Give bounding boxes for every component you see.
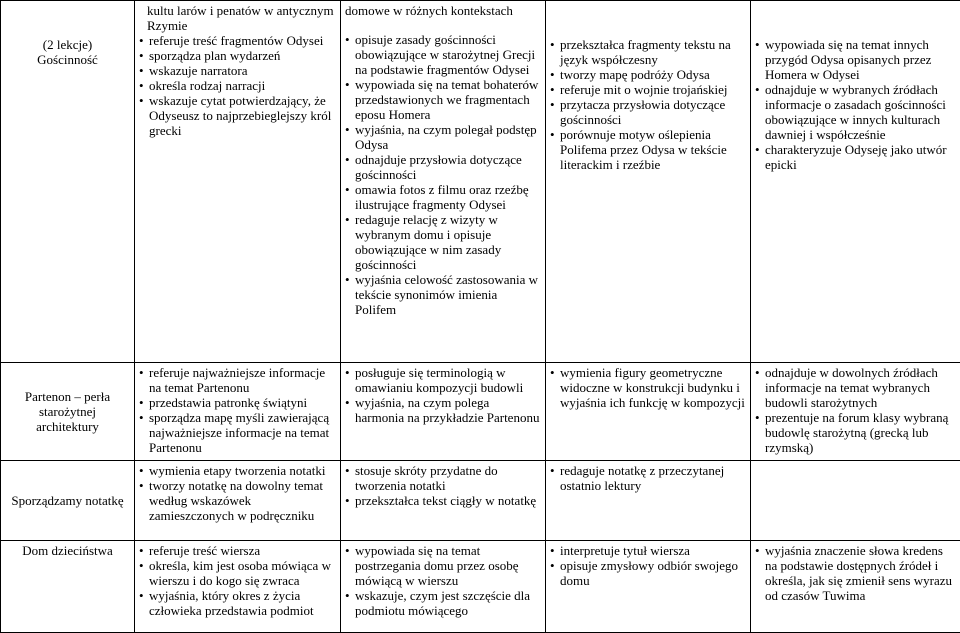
- list-item: • referuje najważniejsze informacje na temat Partenonu: [139, 365, 336, 395]
- list-item: • posługuje się terminologią w omawianiu kompozycji budowli: [345, 365, 541, 395]
- list-item: • charakteryzuje Odyseję jako utwór epicki: [755, 142, 956, 172]
- topic-line: (2 lekcje): [4, 37, 131, 52]
- requirements-cell: [341, 1, 546, 363]
- list-item: • tworzy mapę podróży Odysa: [550, 67, 746, 82]
- list-item: • określa, kim jest osoba mówiąca w wierszu i do kogo się zwraca: [139, 558, 336, 588]
- list-item: • wypowiada się na temat bohaterów przedstawionych we fragmentach eposu Homera: [345, 77, 541, 122]
- list-item: • stosuje skróty przydatne do tworzenia notatki: [345, 463, 541, 493]
- list-item: • odnajduje w dowolnych źródłach informacje na temat wybranych budowli starożytnych: [755, 365, 956, 410]
- list-item: • redaguje notatkę z przeczytanej ostatnio lektury: [550, 463, 746, 493]
- list-item: • wyjaśnia znaczenie słowa kredens na podstawie dostępnych źródeł i określa, jak się zmienił sens wyrazu od czasów Tuwima: [755, 543, 956, 603]
- requirements-cell: [341, 363, 546, 461]
- topic-cell: [1, 541, 135, 633]
- list-item: • opisuje zasady gościnności obowiązujące w starożytnej Grecji na podstawie fragmentów Odysei: [345, 32, 541, 77]
- list-item: • wskazuje cytat potwierdzający, że Odyseusz to najprzebieglejszy król grecki: [139, 93, 336, 138]
- list-item: • tworzy notatkę na dowolny temat według wskazówek zamieszczonych w podręczniku: [139, 478, 336, 523]
- list-item: • odnajduje przysłowia dotyczące gościnności: [345, 152, 541, 182]
- list-item: • omawia fotos z filmu oraz rzeźbę ilustrujące fragmenty Odysei: [345, 182, 541, 212]
- list-item: • sporządza mapę myśli zawierającą najważniejsze informacje na temat Partenonu: [139, 410, 336, 455]
- topic-cell: [1, 363, 135, 461]
- list-item: • przekształca tekst ciągły w notatkę: [345, 493, 541, 508]
- list-item: • przytacza przysłowia dotyczące gościnności: [550, 97, 746, 127]
- requirements-cell: [751, 363, 960, 461]
- list-item: • określa rodzaj narracji: [139, 78, 336, 93]
- topic-cell: [1, 1, 135, 363]
- requirements-cell: [341, 461, 546, 541]
- list-item: • wypowiada się na temat innych przygód Odysa opisanych przez Homera w Odysei: [755, 37, 956, 82]
- list-item: • referuje mit o wojnie trojańskiej: [550, 82, 746, 97]
- list-item: • wymienia figury geometryczne widoczne w konstrukcji budynku i wyjaśnia ich funkcję w kompozycji: [550, 365, 746, 410]
- requirements-cell: [135, 1, 341, 363]
- continued-text: domowe w różnych kontekstach: [345, 3, 541, 18]
- topic-line: Dom dzieciństwa: [4, 543, 131, 558]
- requirements-cell: [546, 1, 751, 363]
- table-row-dom: [1, 541, 960, 633]
- list-item: • wyjaśnia celowość zastosowania w tekście synonimów imienia Polifem: [345, 272, 541, 317]
- requirements-cell: [751, 541, 960, 633]
- list-item: • wypowiada się na temat postrzegania domu przez osobę mówiącą w wierszu: [345, 543, 541, 588]
- requirements-cell: [546, 363, 751, 461]
- list-item: • redaguje relację z wizyty w wybranym domu i opisuje obowiązujące w nim zasady gościnności: [345, 212, 541, 272]
- topic-cell: [1, 461, 135, 541]
- topic-line: starożytnej: [4, 404, 131, 419]
- requirements-cell: [135, 461, 341, 541]
- list-item: • referuje treść wiersza: [139, 543, 336, 558]
- list-item: • wyjaśnia, na czym polegał podstęp Odysa: [345, 122, 541, 152]
- requirements-cell: [751, 1, 960, 363]
- table-row-partenon: [1, 363, 960, 461]
- list-item: • prezentuje na forum klasy wybraną budowlę starożytną (grecką lub rzymską): [755, 410, 956, 455]
- list-item: • sporządza plan wydarzeń: [139, 48, 336, 63]
- requirements-cell: [341, 541, 546, 633]
- list-item: • przekształca fragmenty tekstu na język współczesny: [550, 37, 746, 67]
- list-item: • wyjaśnia, który okres z życia człowieka przedstawia podmiot: [139, 588, 336, 618]
- topic-line: architektury: [4, 419, 131, 434]
- topic-line: Sporządzamy notatkę: [4, 493, 131, 508]
- requirements-cell: [135, 541, 341, 633]
- list-item: • wskazuje, czym jest szczęście dla podmiotu mówiącego: [345, 588, 541, 618]
- continued-text: kultu larów i penatów w antycznym Rzymie: [139, 3, 336, 33]
- list-item: • wymienia etapy tworzenia notatki: [139, 463, 336, 478]
- requirements-cell: [135, 363, 341, 461]
- list-item: • odnajduje w wybranych źródłach informacje o zasadach gościnności obowiązujące w innych kulturach dawniej i współcześnie: [755, 82, 956, 142]
- requirements-cell: [546, 461, 751, 541]
- list-item: • porównuje motyw oślepienia Polifema przez Odysa w tekście literackim i rzeźbie: [550, 127, 746, 172]
- topic-line: Partenon – perła: [4, 389, 131, 404]
- list-item: • interpretuje tytuł wiersza: [550, 543, 746, 558]
- table-row-goscinnosc: [1, 1, 960, 363]
- list-item: • opisuje zmysłowy odbiór swojego domu: [550, 558, 746, 588]
- list-item: • wskazuje narratora: [139, 63, 336, 78]
- list-item: • referuje treść fragmentów Odysei: [139, 33, 336, 48]
- requirements-cell: [751, 461, 960, 541]
- table-row-notatka: [1, 461, 960, 541]
- list-item: • wyjaśnia, na czym polega harmonia na przykładzie Partenonu: [345, 395, 541, 425]
- topic-line: Gościnność: [4, 52, 131, 67]
- list-item: • przedstawia patronkę świątyni: [139, 395, 336, 410]
- requirements-cell: [546, 541, 751, 633]
